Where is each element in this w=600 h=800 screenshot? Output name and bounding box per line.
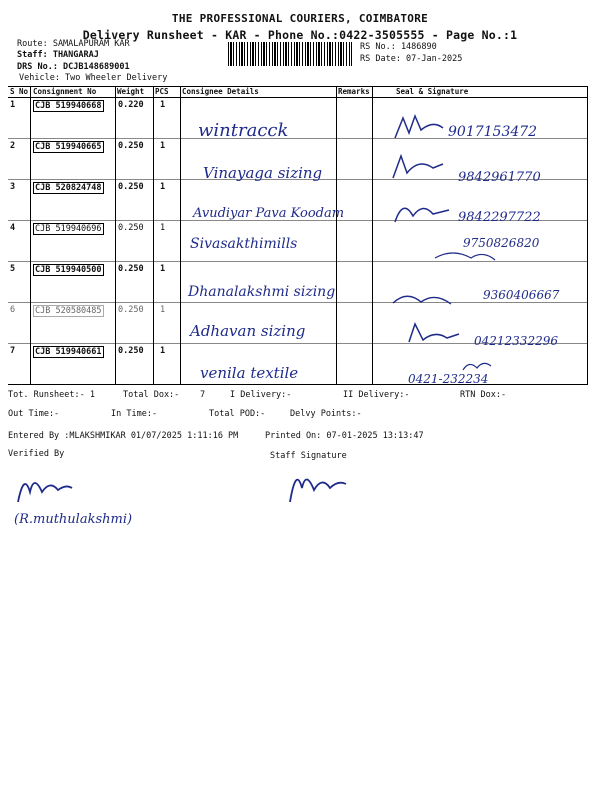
signature-scribbles [373,98,587,384]
table-row-consignee: venila textile [200,364,299,382]
table-row-consignee: wintracck [198,120,289,141]
table-row-signature: 04212332296 [474,334,558,348]
rs-date: RS Date: 07-Jan-2025 [360,54,463,64]
vehicle-label: Vehicle: Two Wheeler Delivery [19,73,168,83]
table-row-consignment: CJB 520580485 [35,306,102,316]
table-row-consignee: Adhavan sizing [190,322,306,340]
out-time-label: Out Time:- [8,409,60,419]
runsheet-subtitle: Delivery Runsheet - KAR - Phone No.:0422-3505555 - Page No.:1 [82,28,518,42]
staff-label: Staff: THANGARAJ [17,50,99,60]
table-row-pcs: 1 [160,264,166,274]
staff-signature-label: Staff Signature [270,451,347,461]
total-runsheet: Tot. Runsheet:- 1 [8,390,95,400]
table-row-weight: 0.250 [118,264,144,274]
verified-by-label: Verified By [8,449,65,459]
table-row-consignment: CJB 520824748 [35,183,102,193]
table-row-sno: 1 [10,100,16,110]
barcode-image [228,42,352,66]
table-row-pcs: 1 [160,305,166,315]
delvy-points-label: Delvy Points:- [290,409,362,419]
table-row-pcs: 1 [160,346,166,356]
table-row-sno: 5 [10,264,16,274]
total-pod-label: Total POD:- [209,409,266,419]
runsheet-table [8,86,588,386]
table-row-consignee: Avudiyar Pava Koodam [193,206,345,221]
table-row-sno: 3 [10,182,16,192]
rtn-dox-label: RTN Dox:- [460,390,507,400]
total-dox-value: 7 [200,390,206,400]
i-delivery-label: I Delivery:- [230,390,292,400]
table-row-consignee: Dhanalakshmi sizing [188,284,336,300]
table-row-signature: 9842297722 [458,210,541,225]
drs-number: DRS No.: DCJB148689001 [17,62,130,72]
company-title: THE PROFESSIONAL COURIERS, COIMBATORE [171,12,429,25]
printed-on: Printed On: 07-01-2025 13:13:47 [265,431,424,441]
table-row-weight: 0.250 [118,182,144,192]
table-row-consignment: CJB 519940696 [35,224,102,234]
table-row-weight: 0.250 [118,141,144,151]
table-row-sno: 2 [10,141,16,151]
table-row-pcs: 1 [160,182,166,192]
table-row-weight: 0.250 [118,305,144,315]
table-row-signature: 9360406667 [483,288,560,302]
table-row-sno: 7 [10,346,16,356]
table-row-consignee: Sivasakthimills [190,236,298,252]
table-row-signature: 9750826820 [463,236,540,250]
table-row-consignment: CJB 519940661 [35,347,102,357]
col-header-consignment: Consignment No [33,87,97,96]
total-dox-label: Total Dox:- [123,390,180,400]
table-row-signature: 9017153472 [448,124,538,140]
entered-by: Entered By :MLAKSHMIKAR 01/07/2025 1:11:16 PM [8,431,239,441]
table-row-consignee: Vinayaga sizing [203,164,323,182]
table-row-signature: 9842961770 [458,170,541,185]
table-row-signature: 0421-232234 [408,372,489,386]
ii-delivery-label: II Delivery:- [343,390,410,400]
table-row-consignment: CJB 519940500 [35,265,102,275]
table-row-weight: 0.220 [118,100,144,110]
col-header-consignee: Consignee Details [182,87,259,96]
col-header-remarks: Remarks [338,87,370,96]
in-time-label: In Time:- [111,409,158,419]
table-row-pcs: 1 [160,141,166,151]
col-header-pcs: PCS [155,87,169,96]
verifier-signature [10,462,80,510]
col-header-seal: Seal & Signature [396,87,469,96]
table-row-pcs: 1 [160,100,166,110]
table-row-sno: 4 [10,223,16,233]
col-header-weight: Weight [117,87,145,96]
table-row-pcs: 1 [160,223,166,233]
table-row-consignment: CJB 519940665 [35,142,102,152]
staff-signature-ink [280,458,350,510]
table-row-weight: 0.250 [118,346,144,356]
col-header-sno: S No [10,87,29,96]
verifier-name: (R.muthulakshmi) [14,512,133,527]
rs-number: RS No.: 1486890 [360,42,437,52]
table-row-sno: 6 [10,305,16,315]
table-row-weight: 0.250 [118,223,144,233]
table-row-consignment: CJB 519940668 [35,101,102,111]
route-label: Route: SAMALAPURAM KAR [17,39,130,49]
